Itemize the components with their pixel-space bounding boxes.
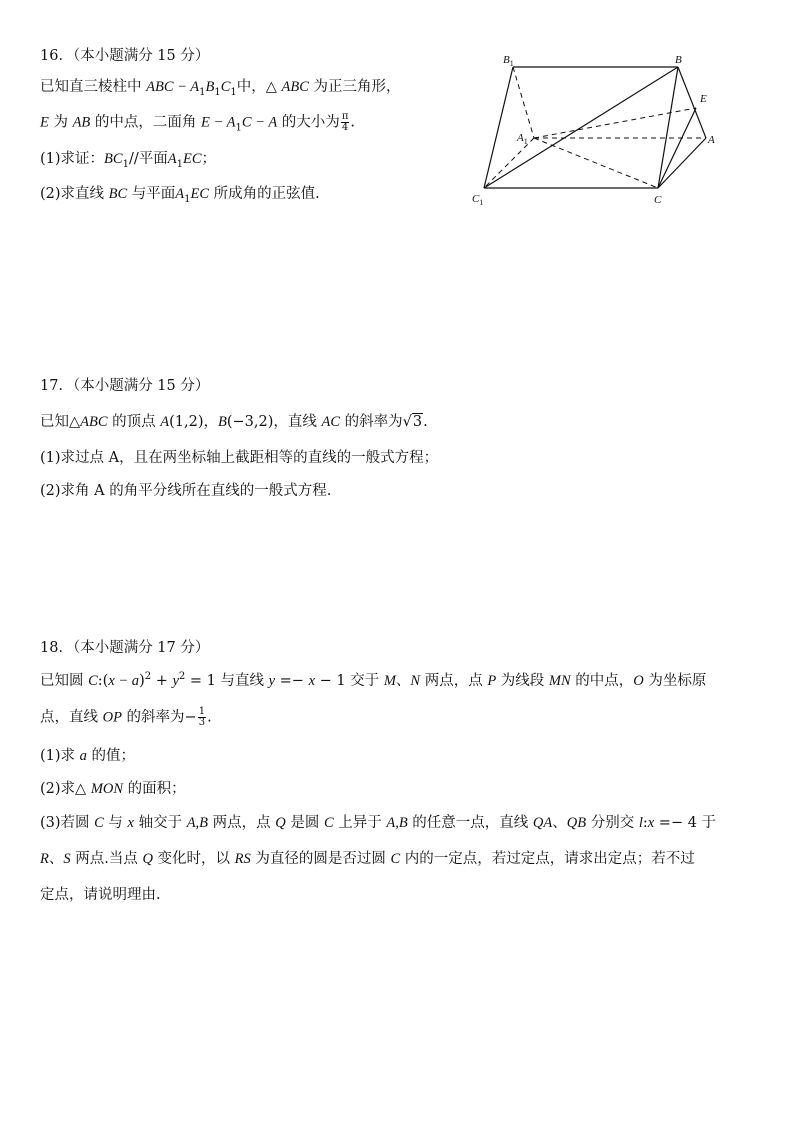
q17-header: 17．（本小题满分 15 分） xyxy=(40,378,210,394)
q16-header: 16．（本小题满分 15 分） xyxy=(40,48,210,64)
q18-header: 18．（本小题满分 17 分） xyxy=(40,640,210,656)
label-B1: $B_1$ xyxy=(503,54,514,68)
edge-B1C1 xyxy=(484,67,513,188)
q16-line-4: (2)求直线 BC 与平面$A_1EC$ 所成角的正弦值. xyxy=(40,186,320,205)
q18-line-2: 点，直线 OP 的斜率为− $\frac{1}{3}$ . xyxy=(40,706,212,728)
sqrt-3: √3 xyxy=(402,414,423,430)
q17-line-3: (2)求角 A 的角平分线所在直线的一般式方程. xyxy=(40,483,332,499)
edge-EC xyxy=(658,108,696,188)
prism-figure xyxy=(470,50,730,210)
label-C1: $C_1$ xyxy=(472,193,484,207)
q18-line-4: (2)求△ MON 的面积； xyxy=(40,781,186,797)
label-A: A xyxy=(708,134,715,146)
q18-line-6: R、S 两点.当点 Q 变化时，以 RS 为直径的圆是否过圆 C 内的一定点，若过定点，请求出定点；若不过 xyxy=(40,851,695,867)
q18-line-1: 已知圆 C:(x − $a)^2 + y^2 = 1$ 与直线 y =− x − 1 交于 M、N 两点，点 P 为线段 MN 的中点，O 为坐标原 xyxy=(40,671,707,689)
q17-line-1: 已知△ABC 的顶点 A(1,2)，B(−3,2)，直线 AC 的斜率为√3. xyxy=(40,414,428,430)
label-B: B xyxy=(675,54,682,66)
label-C: C xyxy=(654,194,662,206)
q16-line-1: 已知直三棱柱中 ABC − $A_1B_1C_1$中，△ ABC 为正三角形， xyxy=(40,79,401,98)
edge-A1C xyxy=(534,138,658,188)
edge-BC1 xyxy=(484,67,678,188)
edge-A1E xyxy=(534,108,696,138)
q18-line-7: 定点，请说明理由. xyxy=(40,887,161,903)
pi-over-4-fraction: $\frac{\pi}{4}$ xyxy=(341,111,349,133)
edge-B1A1 xyxy=(513,67,534,138)
q18-line-5: (3)若圆 C 与 x 轴交于 A,B 两点，点 Q 是圆 C 上异于 A,B 的任意一点，直线 QA、QB 分别交 l:x =− 4 于 xyxy=(40,815,717,831)
q16-line-2: E 为 AB 的中点，二面角 $E - A_1C - A$ 的大小为 $\frac{\pi}{4}$ . xyxy=(40,111,355,134)
q16-line-3: (1)求证：$BC_1//$平面$A_1EC$； xyxy=(40,151,216,170)
q18-line-3: (1)求 a 的值； xyxy=(40,748,136,764)
label-E: E xyxy=(700,93,707,105)
label-A1: $A_1$ xyxy=(517,132,528,146)
q17-line-2: (1)求过点 A，且在两坐标轴上截距相等的直线的一般式方程； xyxy=(40,450,439,466)
one-third-fraction: $\frac{1}{3}$ xyxy=(198,706,206,728)
